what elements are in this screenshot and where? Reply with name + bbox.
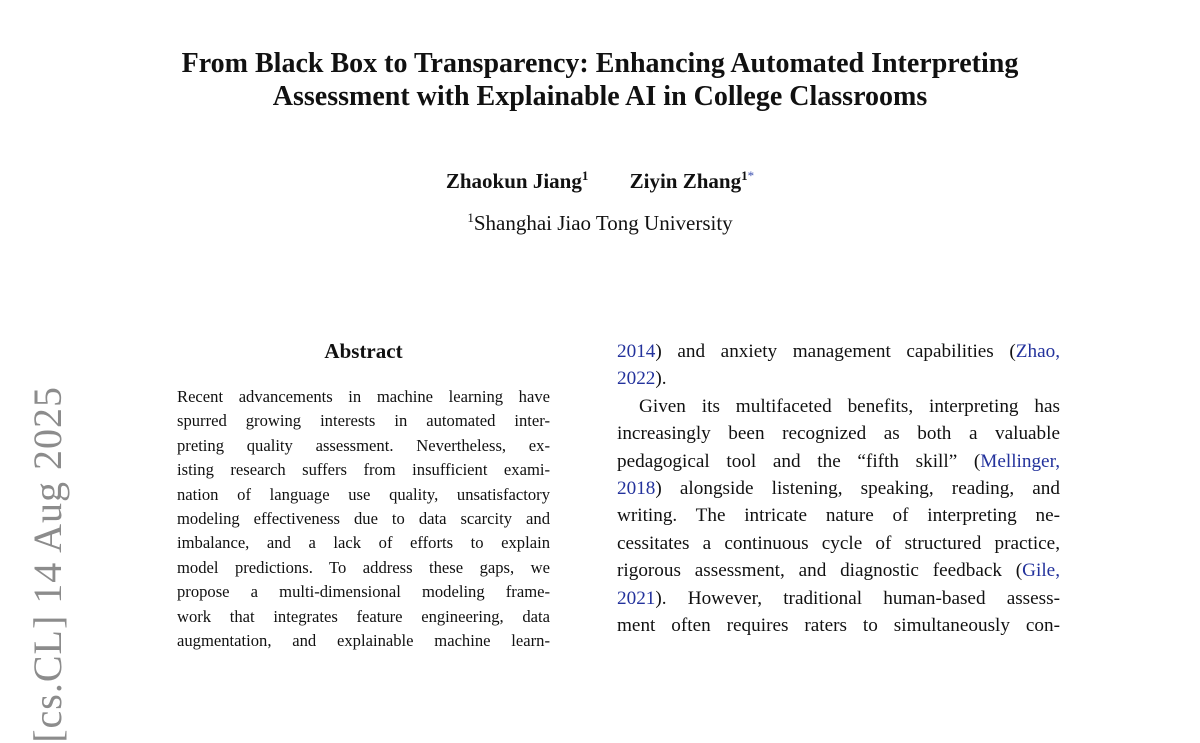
affiliation <box>0 209 1200 237</box>
citation-link[interactable]: 2022 <box>617 368 656 390</box>
title-line-2: Assessment with Explainable AI in College Classrooms <box>272 81 928 112</box>
author-list <box>0 167 1200 195</box>
abstract-line: imbalance, and a lack of efforts to explain <box>177 533 550 553</box>
author-affil-mark: 1 <box>741 168 748 183</box>
abstract-line: isting research suffers from insufficient exami- <box>177 460 550 480</box>
body-line: writing. The intricate nature of interpreting ne- <box>617 505 1060 527</box>
body-line: 2018) alongside listening, speaking, reading, and <box>617 478 1060 500</box>
body-line: increasingly been recognized as both a valuable <box>617 423 1060 445</box>
body-line: cessitates a continuous cycle of structured practice, <box>617 532 1060 554</box>
body-line: rigorous assessment, and diagnostic feedback (Gile, <box>617 560 1060 582</box>
affiliation-mark: 1 <box>467 210 474 225</box>
paper-title <box>0 47 1200 113</box>
citation-link[interactable]: 2014 <box>617 341 656 362</box>
author-2 <box>630 167 754 195</box>
author-1 <box>446 167 589 195</box>
abstract-line: nation of language use quality, unsatisfactory <box>177 484 550 504</box>
arxiv-stamp: [cs.CL] 14 Aug 2025 <box>25 386 70 743</box>
abstract-line: spurred growing interests in automated inter- <box>177 411 550 431</box>
citation-link[interactable]: Mellinger, <box>980 450 1060 472</box>
body-column <box>617 338 1060 639</box>
abstract-line: propose a multi-dimensional modeling frame- <box>177 582 550 602</box>
citation-link[interactable]: Gile, <box>1022 560 1060 582</box>
author-name: Ziyin Zhang <box>629 169 742 193</box>
author-name: Zhaokun Jiang <box>445 169 582 193</box>
abstract-line: modeling effectiveness due to data scarcity and <box>177 509 550 529</box>
abstract-line: model predictions. To address these gaps, we <box>177 557 550 577</box>
body-line: ment often requires raters to simultaneously con- <box>617 615 1060 637</box>
citation-link[interactable]: Zhao, <box>1015 341 1060 362</box>
author-affil-mark: 1 <box>581 168 589 183</box>
corresponding-author-mark[interactable]: * <box>747 168 755 183</box>
body-line: 2022). <box>617 368 667 390</box>
body-line: pedagogical tool and the “fifth skill” (Mellinger, <box>617 450 1060 472</box>
body-line: 2014) and anxiety management capabilities (Zhao, <box>617 341 1060 362</box>
abstract-line: Recent advancements in machine learning have <box>177 387 550 406</box>
abstract-line: work that integrates feature engineering, data <box>177 606 550 626</box>
citation-link[interactable]: 2018 <box>617 478 656 500</box>
citation-link[interactable]: 2021 <box>617 587 656 609</box>
body-line: Given its multifaceted benefits, interpreting has <box>639 395 1060 417</box>
affiliation-name: Shanghai Jiao Tong University <box>473 211 733 235</box>
abstract-body <box>177 385 550 653</box>
title-line-1: From Black Box to Transparency: Enhancing Automated Interpreting <box>181 48 1019 79</box>
body-line: 2021). However, traditional human-based assess- <box>617 587 1060 609</box>
abstract-line: preting quality assessment. Nevertheless, ex- <box>177 435 550 455</box>
abstract-line: augmentation, and explainable machine learn- <box>177 631 550 651</box>
abstract-heading: Abstract <box>324 339 403 363</box>
